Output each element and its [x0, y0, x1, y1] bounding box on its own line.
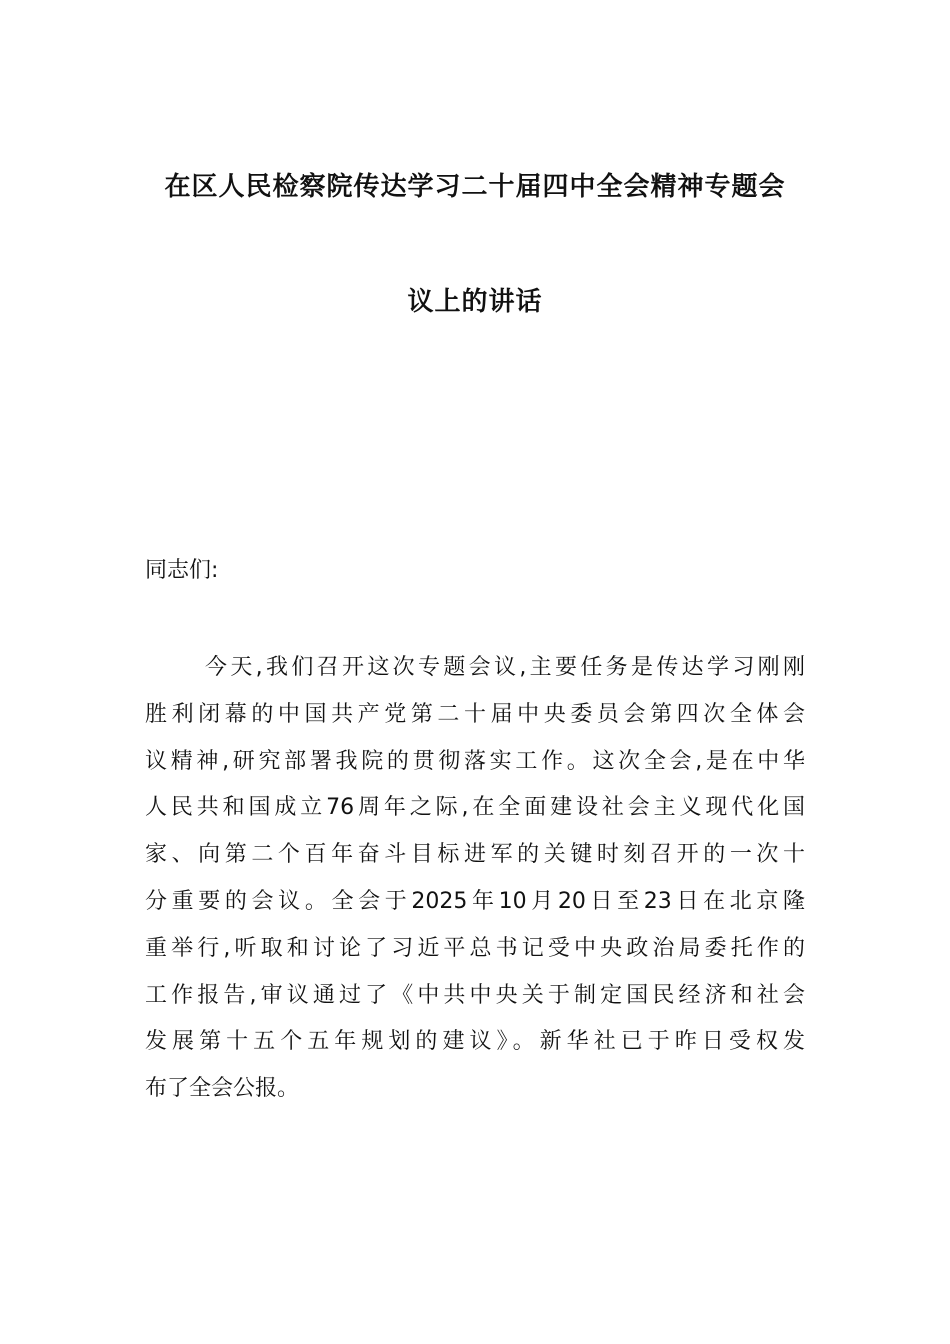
document-title-line-2: 议上的讲话	[407, 287, 543, 317]
greeting: 同志们:	[145, 558, 219, 583]
paragraph-line: 布了全会公报。	[145, 1076, 300, 1102]
paragraph-line: 重举行,听取和讨论了习近平总书记受中央政治局委托作的	[145, 935, 805, 961]
paragraph-line: 工作报告,审议通过了《中共中央关于制定国民经济和社会	[145, 982, 805, 1008]
paragraph-line: 分重要的会议。全会于2025年10月20日至23日在北京隆	[145, 888, 805, 914]
paragraph-line: 今天,我们召开这次专题会议,主要任务是传达学习刚刚	[205, 655, 805, 680]
paragraph-line: 议精神,研究部署我院的贯彻落实工作。这次全会,是在中华	[145, 748, 805, 774]
body-paragraph	[145, 650, 805, 1118]
document-title-line-1: 在区人民检察院传达学习二十届四中全会精神专题会	[164, 172, 786, 202]
paragraph-line: 胜利闭幕的中国共产党第二十届中央委员会第四次全体会	[145, 701, 805, 727]
paragraph-line: 人民共和国成立76周年之际,在全面建设社会主义现代化国	[145, 795, 805, 821]
paragraph-line: 家、向第二个百年奋斗目标进军的关键时刻召开的一次十	[145, 842, 805, 868]
paragraph-line: 发展第十五个五年规划的建议》。新华社已于昨日受权发	[145, 1029, 805, 1055]
